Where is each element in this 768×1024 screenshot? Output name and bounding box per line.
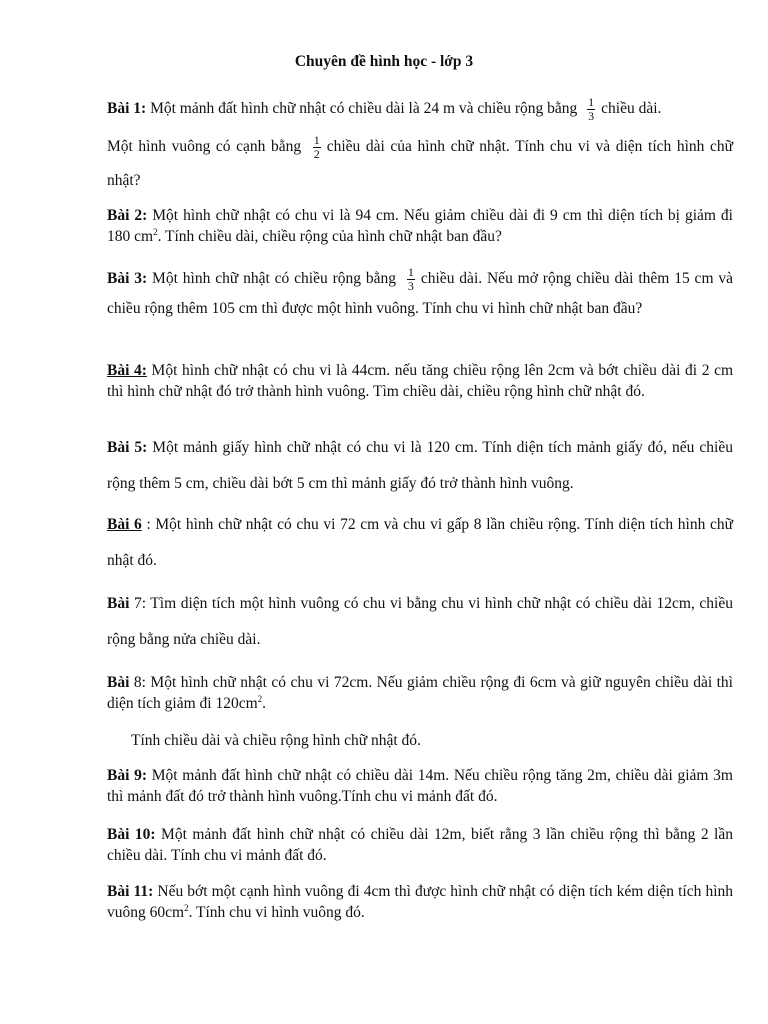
- problem-2: [107, 205, 733, 247]
- superscript: 2: [257, 693, 263, 704]
- problem-text: chiều dài.: [601, 100, 662, 117]
- problem-text: Một hình chữ nhật có chu vi là 44cm. nếu tăng chiều rộng lên 2cm và bớt chiều dài đi 2 cm thì hình chữ nhật đó trở thành hình vuông. Tìm chiều dài, chiều rộng hình chữ nhật đó.: [107, 362, 734, 400]
- problem-label: Bài 4:: [107, 362, 147, 379]
- problem-text: Một hình vuông có cạnh bằng: [107, 138, 302, 155]
- fraction: $\frac{1}{3}$: [588, 94, 595, 123]
- problem-label: Bài 2:: [107, 207, 148, 224]
- problem-text: Một hình chữ nhật có chiều rộng bằng: [147, 270, 396, 287]
- problem-10: [107, 824, 733, 866]
- problem-text: 7: Tìm diện tích một hình vuông có chu vi bằng chu vi hình chữ nhật có chiều dài 12cm, chiều rộng bằng nửa chiều dài.: [107, 595, 733, 648]
- problem-text: chiều dài. Nếu mở rộng chiều dài thêm 15 cm và chiều rộng thêm 105 cm thì được một hình vuông. Tính chu vi hình chữ nhật ban đầu?: [107, 270, 733, 317]
- problem-text: Nếu bớt một cạnh hình vuông đi 4cm thì được hình chữ nhật có diện tích kém diện tích hình vuông 60cm: [107, 883, 734, 921]
- problem-4: [107, 360, 733, 402]
- problem-11: [107, 881, 733, 923]
- problem-text: : Một hình chữ nhật có chu vi 72 cm và chu vi gấp 8 lần chiều rộng. Tính diện tích hình chữ nhật đó.: [107, 516, 733, 569]
- problem-text: 8: Một hình chữ nhật có chu vi 72cm. Nếu giảm chiều rộng đi 6cm và giữ nguyên chiều dài thì diện tích giảm đi 120cm: [107, 674, 733, 712]
- superscript: 2: [153, 226, 158, 237]
- problem-text: Một mảnh đất hình chữ nhật có chiều dài 14m. Nếu chiều rộng tăng 2m, chiều dài giảm 3m thì mảnh đất đó trở thành hình vuông.Tính chu vi mảnh đất đó.: [107, 767, 733, 805]
- problem-label: Bài 6: [107, 516, 142, 533]
- problem-text: Một mảnh giấy hình chữ nhật có chu vi là 120 cm. Tính diện tích mảnh giấy đó, nếu chiều rộng thêm 5 cm, chiều dài bớt 5 cm thì mảnh giấy đó trở thành hình vuông.: [107, 439, 733, 492]
- problem-3: [107, 264, 733, 324]
- problem-label: Bài 5:: [107, 439, 148, 456]
- problem-8: [107, 672, 733, 714]
- problem-label: Bài 9:: [107, 767, 148, 784]
- problem-6: [107, 507, 733, 579]
- problem-label: Bài 1:: [107, 100, 147, 117]
- problem-9: [107, 765, 733, 807]
- problem-text: .: [262, 695, 267, 712]
- problem-text: chiều dài của hình chữ nhật. Tính chu vi và diện tích hình chữ nhật?: [107, 138, 734, 189]
- problem-text: Một hình chữ nhật có chu vi là 94 cm. Nếu giảm chiều dài đi 9 cm thì diện tích bị giảm đi 180 cm: [107, 207, 733, 245]
- problem-text: . Tính chiều dài, chiều rộng của hình chữ nhật ban đầu?: [157, 228, 502, 245]
- problem-label: Bài 3:: [107, 270, 148, 287]
- problem-text: . Tính chu vi hình vuông đó.: [188, 904, 365, 921]
- problem-8-followup: Tính chiều dài và chiều rộng hình chữ nhật đó.: [131, 732, 421, 749]
- problem-label: Bài: [107, 595, 130, 612]
- fraction: $\frac{1}{2}$: [313, 132, 320, 161]
- problem-5: [107, 430, 733, 502]
- problem-label: Bài: [107, 674, 130, 691]
- problem-label: Bài 10:: [107, 826, 156, 843]
- problem-text: Một mảnh đất hình chữ nhật có chiều dài là 24 m và chiều rộng bằng: [146, 100, 578, 117]
- problem-label: Bài 11:: [107, 883, 154, 900]
- page-title: Chuyên đề hình học - lớp 3: [294, 53, 474, 70]
- problem-text: Một mảnh đất hình chữ nhật có chiều dài 12m, biết rằng 3 lần chiều rộng thì bằng 2 lần chiều dài. Tính chu vi mảnh đất đó.: [107, 826, 733, 864]
- fraction: $\frac{1}{3}$: [407, 264, 414, 293]
- problem-7: [107, 586, 733, 658]
- superscript: 2: [184, 902, 189, 913]
- problem-1: [107, 90, 733, 198]
